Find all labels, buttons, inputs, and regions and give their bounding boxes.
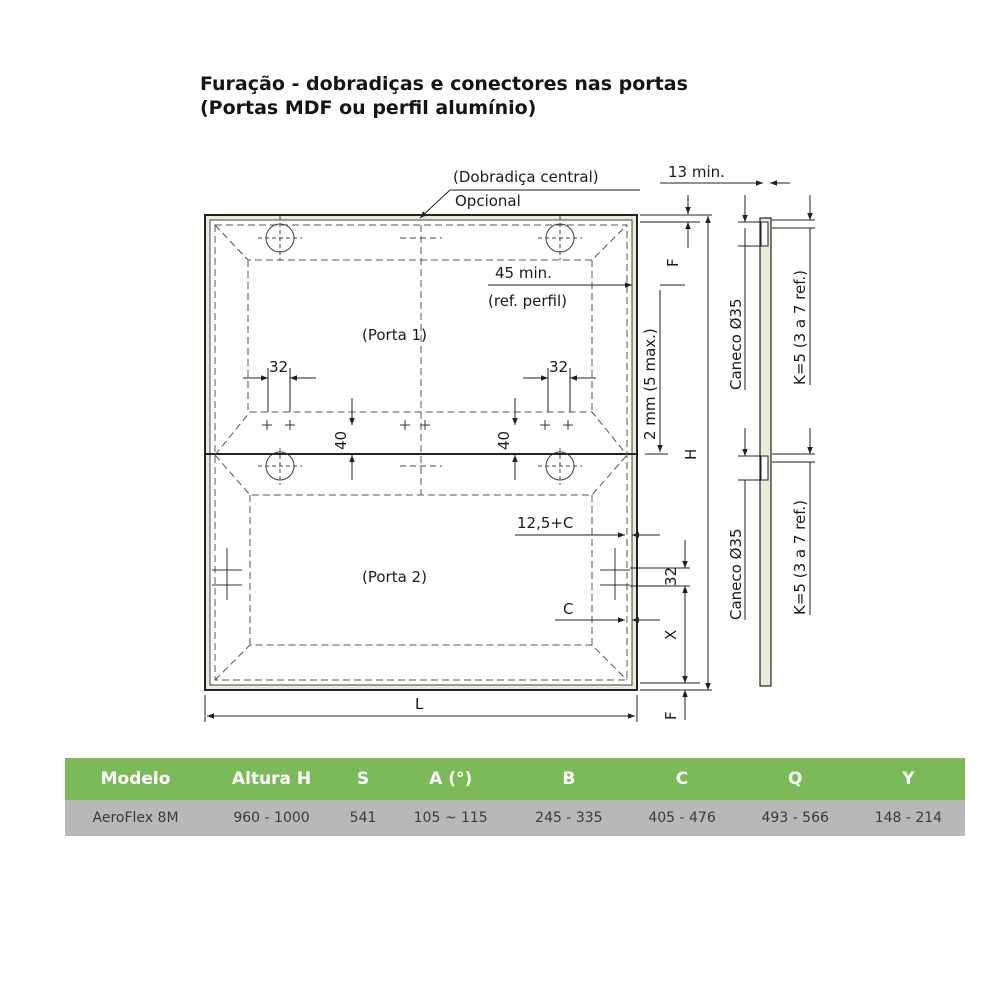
cell-s: 541	[337, 800, 389, 836]
label-dim-f-top: F	[664, 258, 682, 267]
label-ref-profile: (ref. perfil)	[488, 292, 568, 310]
cell-altura-h: 960 - 1000	[206, 800, 337, 836]
label-hinge-center: (Dobradiça central)	[453, 168, 599, 186]
header-y: Y	[852, 758, 965, 800]
label-door-1: (Porta 1)	[362, 326, 427, 344]
cell-a: 105 ~ 115	[389, 800, 512, 836]
header-b: B	[512, 758, 625, 800]
header-c: C	[625, 758, 738, 800]
label-dim-f-bottom: F	[662, 711, 680, 720]
label-dim-c: C	[563, 600, 574, 618]
label-dim-l: L	[415, 695, 424, 713]
label-optional: Opcional	[455, 192, 521, 210]
cell-c: 405 - 476	[625, 800, 738, 836]
label-gap-2mm: 2 mm (5 max.)	[641, 328, 659, 440]
label-cup-bottom: Caneco Ø35	[727, 528, 745, 620]
label-k5-bottom: K=5 (3 a 7 ref.)	[791, 499, 809, 615]
header-altura-h: Altura H	[206, 758, 337, 800]
table-row	[65, 800, 965, 836]
label-dim-40-left: 40	[332, 430, 350, 450]
spec-table	[65, 758, 965, 836]
cell-y: 148 - 214	[852, 800, 965, 836]
header-q: Q	[739, 758, 852, 800]
cell-q: 493 - 566	[739, 800, 852, 836]
label-45-min: 45 min.	[495, 264, 552, 282]
title-line-2: (Portas MDF ou perfil alumínio)	[200, 97, 537, 119]
label-dim-32-right: 32	[549, 358, 569, 376]
label-door-2: (Porta 2)	[362, 568, 427, 586]
header-modelo: Modelo	[65, 758, 206, 800]
label-cup-top: Caneco Ø35	[727, 298, 745, 390]
label-dim-x: X	[662, 629, 680, 640]
label-dim-125c: 12,5+C	[517, 514, 574, 532]
cell-b: 245 - 335	[512, 800, 625, 836]
cell-modelo: AeroFlex 8M	[65, 800, 206, 836]
title-line-1: Furação - dobradiças e conectores nas portas	[200, 73, 688, 95]
label-dim-32-left: 32	[269, 358, 289, 376]
spec-table-header	[65, 758, 965, 800]
label-dim-32-side: 32	[662, 566, 680, 586]
header-a: A (°)	[389, 758, 512, 800]
label-k5-top: K=5 (3 a 7 ref.)	[791, 269, 809, 385]
label-dim-40-right: 40	[495, 430, 513, 450]
label-13-min: 13 min.	[668, 163, 725, 181]
label-dim-h: H	[682, 448, 700, 460]
header-s: S	[337, 758, 389, 800]
